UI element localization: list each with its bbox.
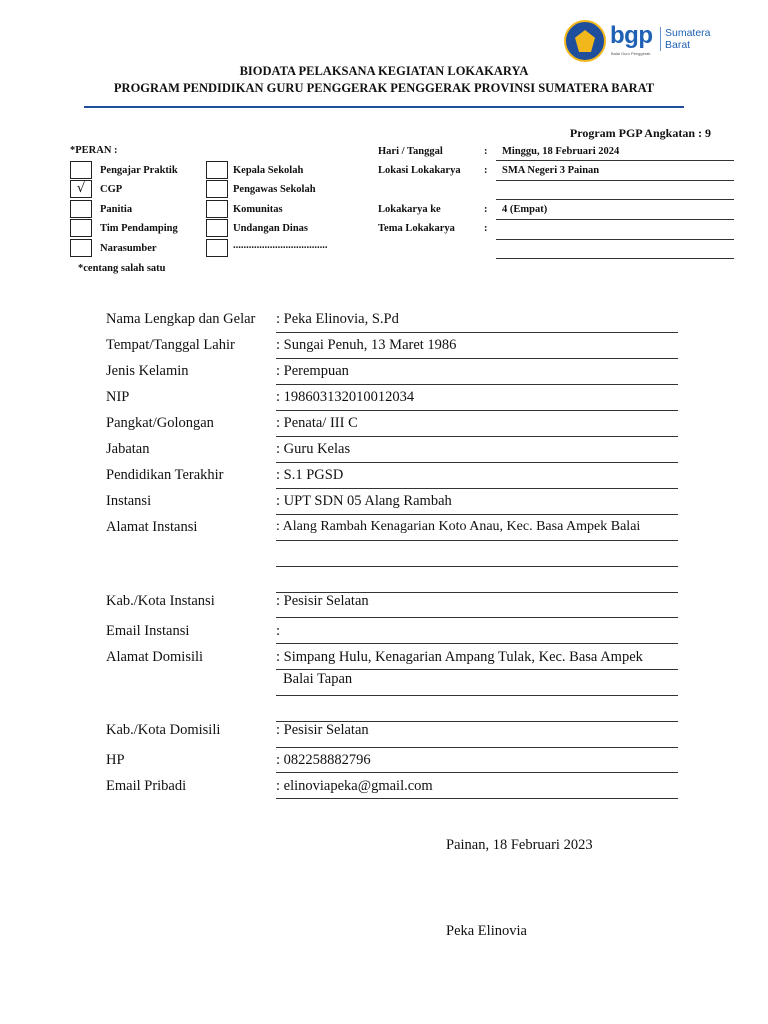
- checkbox-kepala-sekolah[interactable]: [206, 161, 228, 179]
- bio-line-email-pribadi: [276, 798, 678, 799]
- peran-heading: *PERAN :: [70, 145, 118, 156]
- bio-value-jenis-kelamin: : Perempuan: [276, 363, 349, 379]
- bio-label-pendidikan: Pendidikan Terakhir: [106, 467, 224, 483]
- bio-label-nama: Nama Lengkap dan Gelar: [106, 311, 256, 327]
- label-lokasi-lokakarya: Lokasi Lokakarya: [378, 165, 461, 176]
- bio-line-alamat-instansi-2: [276, 566, 678, 567]
- bio-line-alamat-instansi: [276, 540, 678, 541]
- line-lokasi-lokakarya: [496, 180, 734, 181]
- logo-brand: bgp: [610, 22, 653, 49]
- bio-value-alamat-domisili-2: Balai Tapan: [283, 671, 353, 687]
- checkbox-narasumber[interactable]: [70, 239, 92, 257]
- bgp-logo: [564, 20, 720, 64]
- bio-value-instansi: : UPT SDN 05 Alang Rambah: [276, 493, 452, 509]
- checkbox-lainnya[interactable]: [206, 239, 228, 257]
- label-kepala-sekolah: Kepala Sekolah: [233, 165, 304, 176]
- bio-line-kab-instansi: [276, 617, 678, 618]
- bio-line-pendidikan: [276, 488, 678, 489]
- bio-line-ttl: [276, 358, 678, 359]
- bio-label-jenis-kelamin: Jenis Kelamin: [106, 363, 189, 379]
- label-pengawas-sekolah: Pengawas Sekolah: [233, 184, 316, 195]
- bio-value-nama: : Peka Elinovia, S.Pd: [276, 311, 399, 327]
- logo-region-line2: Barat: [665, 39, 691, 51]
- bio-line-kab-domisili-top: [276, 721, 678, 722]
- bio-line-jenis-kelamin: [276, 384, 678, 385]
- label-tema-lokakarya: Tema Lokakarya: [378, 223, 455, 234]
- logo-region-line1: Sumatera: [665, 27, 711, 39]
- bio-label-nip: NIP: [106, 389, 130, 405]
- bio-label-jabatan: Jabatan: [106, 441, 150, 457]
- bio-value-alamat-domisili: : Simpang Hulu, Kenagarian Ampang Tulak, Kec. Basa Ampek: [276, 649, 643, 665]
- bio-line-nip: [276, 410, 678, 411]
- value-lokasi-lokakarya: SMA Negeri 3 Painan: [502, 165, 600, 176]
- line-hari-tanggal: [496, 160, 734, 161]
- checkbox-komunitas[interactable]: [206, 200, 228, 218]
- bio-value-email-instansi: :: [276, 623, 281, 639]
- bio-line-alamat-domisili: [276, 669, 678, 670]
- label-lokakarya-ke: Lokakarya ke: [378, 204, 441, 215]
- logo-region: [660, 27, 711, 51]
- label-narasumber: Narasumber: [100, 243, 157, 254]
- checkbox-undangan-dinas[interactable]: [206, 219, 228, 237]
- line-lokasi-lokakarya-2: [496, 199, 734, 200]
- bio-value-jabatan: : Guru Kelas: [276, 441, 351, 457]
- bio-line-jabatan: [276, 462, 678, 463]
- label-lainnya: ....................................: [233, 240, 328, 251]
- bio-label-kab-domisili: Kab./Kota Domisili: [106, 722, 221, 738]
- title-divider: [84, 106, 684, 108]
- bio-line-kab-domisili: [276, 747, 678, 748]
- checkbox-pengawas-sekolah[interactable]: [206, 180, 228, 198]
- bio-label-email-instansi: Email Instansi: [106, 623, 190, 639]
- bio-value-ttl: : Sungai Penuh, 13 Maret 1986: [276, 337, 457, 353]
- checkbox-tim-pendamping[interactable]: [70, 219, 92, 237]
- label-komunitas: Komunitas: [233, 204, 283, 215]
- value-hari-tanggal: Minggu, 18 Februari 2024: [502, 146, 620, 157]
- bio-label-hp: HP: [106, 752, 125, 768]
- bio-label-kab-instansi: Kab./Kota Instansi: [106, 593, 215, 609]
- bio-value-nip: : 198603132010012034: [276, 389, 415, 405]
- checkbox-cgp[interactable]: √: [70, 180, 92, 198]
- bio-line-email-instansi: [276, 643, 678, 644]
- bio-value-alamat-instansi: : Alang Rambah Kenagarian Koto Anau, Kec. Basa Ampek Balai: [276, 519, 641, 534]
- bio-label-alamat-domisili: Alamat Domisili: [106, 649, 204, 665]
- document-subtitle: PROGRAM PENDIDIKAN GURU PENGGERAK PENGGERAK PROVINSI SUMATERA BARAT: [113, 81, 655, 95]
- peran-note: *centang salah satu: [78, 263, 166, 274]
- bio-value-pendidikan: : S.1 PGSD: [276, 467, 344, 483]
- line-tema-lokakarya-2: [496, 258, 734, 259]
- bio-label-alamat-instansi: Alamat Instansi: [106, 519, 198, 535]
- colon-lokasi-lokakarya: :: [484, 165, 488, 176]
- bio-value-pangkat: : Penata/ III C: [276, 415, 358, 431]
- colon-lokakarya-ke: :: [484, 204, 488, 215]
- bio-line-hp: [276, 772, 678, 773]
- colon-hari-tanggal: :: [484, 146, 488, 157]
- signature-place-date: Painan, 18 Februari 2023: [446, 837, 593, 853]
- bio-line-pangkat: [276, 436, 678, 437]
- bio-value-kab-domisili: : Pesisir Selatan: [276, 722, 369, 738]
- bio-value-kab-instansi: : Pesisir Selatan: [276, 593, 369, 609]
- checkbox-pengajar-praktik[interactable]: [70, 161, 92, 179]
- label-panitia: Panitia: [100, 204, 133, 215]
- colon-tema-lokakarya: :: [484, 223, 488, 234]
- bio-label-pangkat: Pangkat/Golongan: [106, 415, 214, 431]
- line-lokakarya-ke: [496, 219, 734, 220]
- value-lokakarya-ke: 4 (Empat): [502, 204, 548, 215]
- bio-line-alamat-domisili-2: [276, 695, 678, 696]
- document-title: BIODATA PELAKSANA KEGIATAN LOKAKARYA: [239, 64, 529, 78]
- bio-line-kab-instansi-top: [276, 592, 678, 593]
- bio-value-hp: : 082258882796: [276, 752, 371, 768]
- bio-value-email-pribadi: : elinoviapeka@gmail.com: [276, 778, 433, 794]
- bio-label-instansi: Instansi: [106, 493, 152, 509]
- label-cgp: CGP: [100, 184, 123, 195]
- program-label: Program PGP Angkatan : 9: [569, 126, 711, 140]
- line-tema-lokakarya: [496, 239, 734, 240]
- label-pengajar-praktik: Pengajar Praktik: [100, 165, 178, 176]
- logo-brand-sub: Balai Guru Penggerak: [611, 51, 651, 56]
- label-tim-pendamping: Tim Pendamping: [100, 223, 178, 234]
- bio-line-instansi: [276, 514, 678, 515]
- signature-name: Peka Elinovia: [446, 923, 527, 939]
- tut-wuri-handayani-emblem-icon: [564, 20, 606, 62]
- bio-line-nama: [276, 332, 678, 333]
- label-hari-tanggal: Hari / Tanggal: [378, 146, 443, 157]
- label-undangan-dinas: Undangan Dinas: [233, 223, 308, 234]
- bio-label-ttl: Tempat/Tanggal Lahir: [106, 337, 235, 353]
- checkbox-panitia[interactable]: [70, 200, 92, 218]
- bio-label-email-pribadi: Email Pribadi: [106, 778, 187, 794]
